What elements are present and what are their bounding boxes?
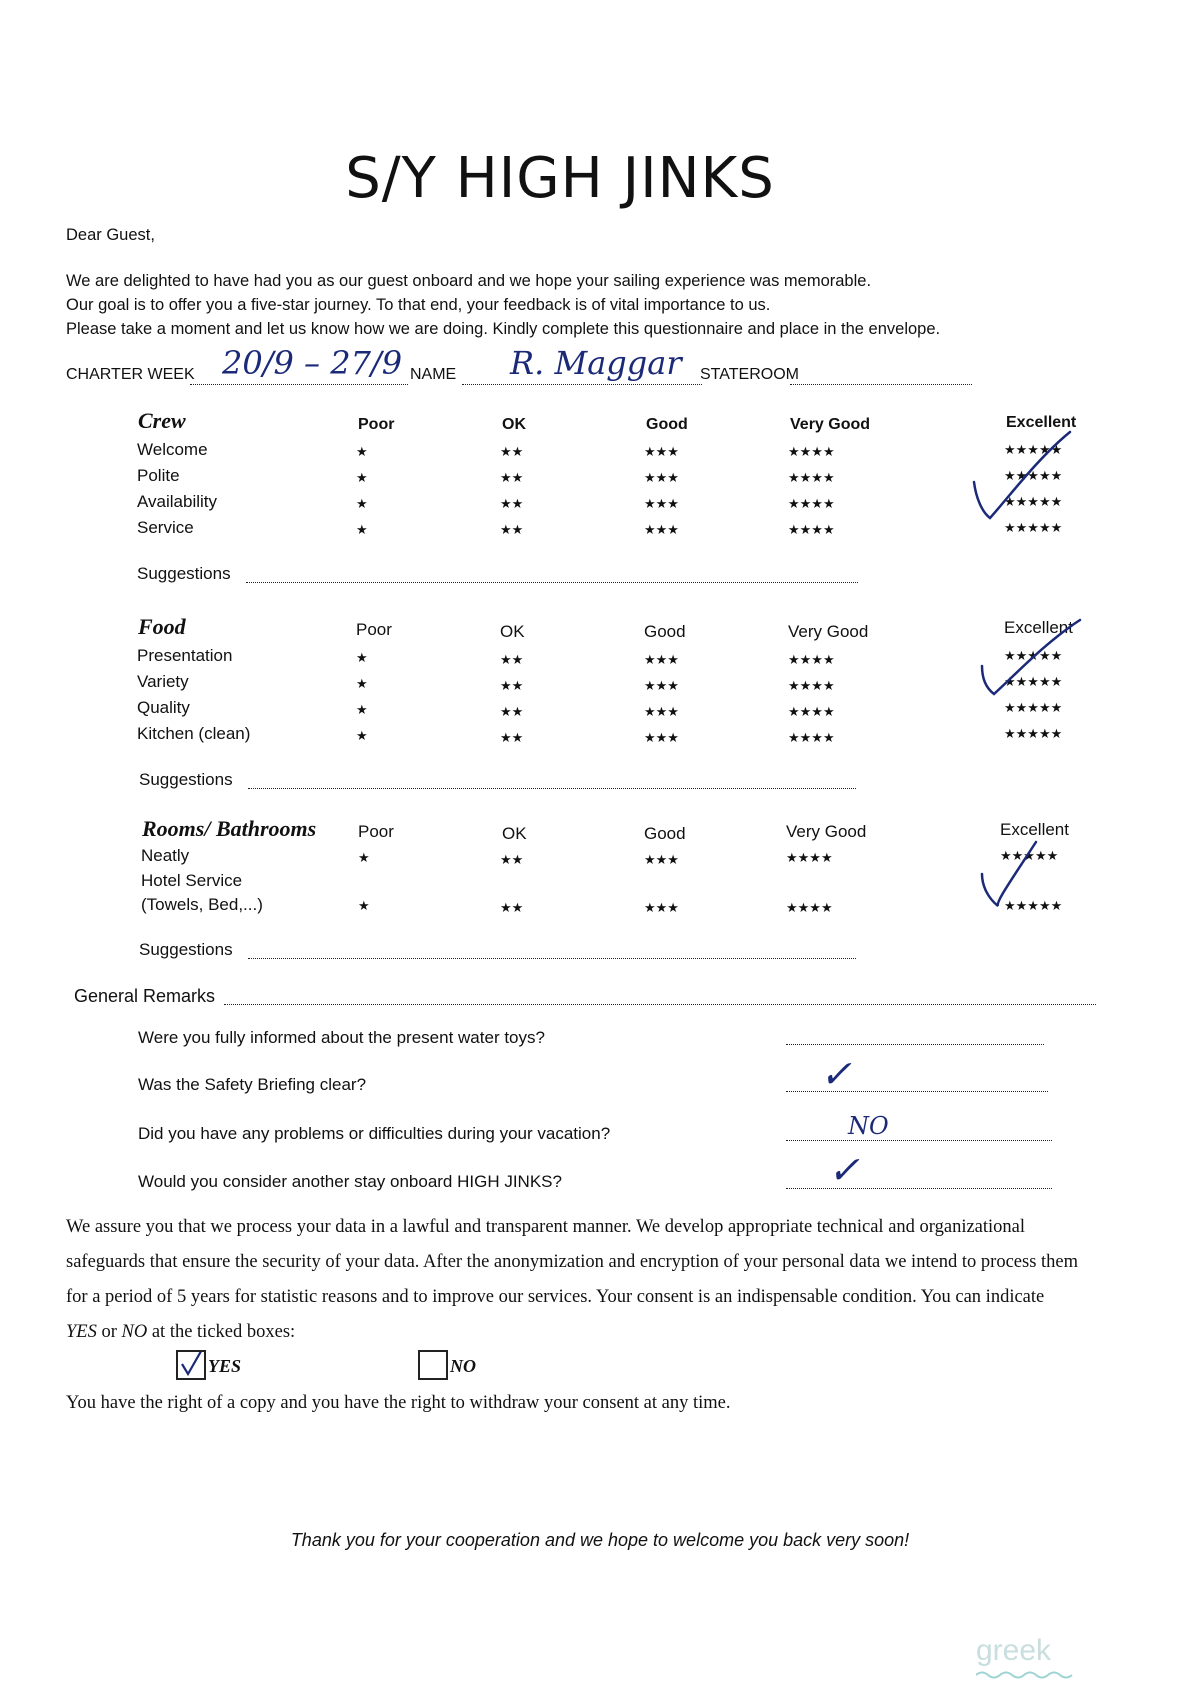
check-mark-icon — [968, 428, 1078, 528]
privacy-ticked-text: at the ticked boxes: — [147, 1322, 296, 1342]
star-1[interactable]: ★ — [356, 444, 368, 459]
charter-week-field-line — [190, 384, 408, 385]
star-1[interactable]: ★ — [356, 702, 368, 717]
row-availability: Availability — [137, 492, 218, 511]
star-4[interactable]: ★★★★ — [788, 496, 835, 511]
consent-yes-checkbox[interactable] — [176, 1350, 206, 1380]
privacy-line-3: for a period of 5 years for statistic reasons and to improve our services. Your consent is an indispensable condition. You can indicate — [66, 1287, 1045, 1307]
star-3[interactable]: ★★★ — [644, 444, 679, 459]
header-poor: Poor — [358, 416, 395, 433]
star-3[interactable]: ★★★ — [644, 470, 679, 485]
answer-safety-briefing[interactable]: ✓ — [820, 1052, 852, 1096]
wave-icon — [976, 1670, 1076, 1680]
privacy-line-1: We assure you that we process your data in a lawful and transparent manner. We develop appropriate technical and organizational — [66, 1217, 1026, 1237]
row-quality: Quality — [137, 698, 190, 717]
header-poor: Poor — [358, 822, 394, 841]
intro-line-2: Our goal is to offer you a five-star journey. To that end, your feedback is of vital importance to us. — [66, 296, 771, 314]
section-title-rooms-bathrooms: Rooms/ Bathrooms — [142, 816, 317, 841]
star-5[interactable]: ★★★★★ — [1004, 468, 1063, 483]
check-mark-icon — [976, 616, 1086, 716]
star-2[interactable]: ★★ — [500, 730, 524, 745]
charter-week-value[interactable]: 20/9 – 27/9 — [222, 344, 403, 382]
row-towels-bed: (Towels, Bed,...) — [141, 895, 263, 914]
star-2[interactable]: ★★ — [500, 470, 524, 485]
star-1[interactable]: ★ — [356, 650, 368, 665]
suggestions-field-crew[interactable] — [246, 582, 858, 583]
header-good: Good — [644, 824, 686, 843]
privacy-no-word: NO — [121, 1322, 148, 1342]
document-title: S/Y HIGH JINKS — [345, 146, 775, 211]
intro-line-3: Please take a moment and let us know how we are doing. Kindly complete this questionnaire and place in the envelope. — [66, 320, 941, 338]
star-2[interactable]: ★★ — [500, 678, 524, 693]
suggestions-label: Suggestions — [137, 564, 231, 583]
name-field-line — [462, 384, 702, 385]
star-3[interactable]: ★★★ — [644, 496, 679, 511]
section-title-food: Food — [138, 614, 186, 639]
check-mark-icon — [178, 1352, 204, 1378]
star-2[interactable]: ★★ — [500, 900, 524, 915]
star-1[interactable]: ★ — [356, 496, 368, 511]
star-5[interactable]: ★★★★★ — [1004, 898, 1063, 913]
star-5[interactable]: ★★★★★ — [1000, 848, 1059, 863]
star-3[interactable]: ★★★ — [644, 678, 679, 693]
check-mark-icon — [976, 838, 1076, 918]
stateroom-label: STATEROOM — [700, 366, 799, 383]
suggestions-label: Suggestions — [139, 770, 233, 789]
star-2[interactable]: ★★ — [500, 704, 524, 719]
star-1[interactable]: ★ — [356, 470, 368, 485]
question-another-stay: Would you consider another stay onboard HIGH JINKS? — [138, 1172, 562, 1191]
star-3[interactable]: ★★★ — [644, 704, 679, 719]
star-3[interactable]: ★★★ — [644, 852, 679, 867]
privacy-yes-word: YES — [66, 1322, 97, 1342]
header-excellent: Excellent — [1004, 618, 1073, 637]
stateroom-field-line — [790, 384, 972, 385]
star-5[interactable]: ★★★★★ — [1004, 700, 1063, 715]
header-excellent: Excellent — [1000, 820, 1069, 839]
star-2[interactable]: ★★ — [500, 852, 524, 867]
star-3[interactable]: ★★★ — [644, 652, 679, 667]
star-5[interactable]: ★★★★★ — [1004, 726, 1063, 741]
header-very-good: Very Good — [786, 822, 867, 841]
name-value[interactable]: R. Maggar — [510, 344, 682, 382]
general-remarks-field[interactable] — [224, 1004, 1096, 1005]
star-1[interactable]: ★ — [358, 898, 370, 913]
question-problems: Did you have any problems or difficulties during your vacation? — [138, 1124, 611, 1143]
suggestions-label: Suggestions — [139, 940, 233, 959]
row-presentation: Presentation — [137, 646, 233, 665]
star-2[interactable]: ★★ — [500, 652, 524, 667]
star-3[interactable]: ★★★ — [644, 730, 679, 745]
header-excellent: Excellent — [1006, 414, 1077, 431]
answer-problems[interactable]: NO — [848, 1112, 889, 1140]
section-title-crew: Crew — [138, 408, 186, 433]
star-4[interactable]: ★★★★ — [786, 900, 833, 915]
answer-field-another-stay[interactable] — [786, 1188, 1052, 1189]
row-polite: Polite — [137, 466, 180, 485]
star-1[interactable]: ★ — [356, 676, 368, 691]
charter-week-label: CHARTER WEEK — [66, 366, 195, 383]
header-ok: OK — [502, 824, 527, 843]
row-neatly: Neatly — [141, 846, 190, 865]
star-4[interactable]: ★★★★ — [788, 730, 835, 745]
header-ok: OK — [500, 622, 525, 641]
answer-another-stay[interactable]: ✓ — [828, 1148, 860, 1192]
star-1[interactable]: ★ — [356, 522, 368, 537]
star-4[interactable]: ★★★★ — [788, 704, 835, 719]
star-4[interactable]: ★★★★ — [788, 652, 835, 667]
star-5[interactable]: ★★★★★ — [1004, 674, 1063, 689]
header-ok: OK — [502, 416, 526, 433]
watermark: greek — [976, 1634, 1052, 1667]
star-3[interactable]: ★★★ — [644, 522, 679, 537]
star-3[interactable]: ★★★ — [644, 900, 679, 915]
star-2[interactable]: ★★ — [500, 444, 524, 459]
row-service: Service — [137, 518, 194, 537]
question-safety-briefing: Was the Safety Briefing clear? — [138, 1075, 367, 1094]
star-2[interactable]: ★★ — [500, 496, 524, 511]
star-5[interactable]: ★★★★★ — [1004, 494, 1063, 509]
star-5[interactable]: ★★★★★ — [1004, 520, 1063, 535]
header-very-good: Very Good — [788, 622, 869, 641]
suggestions-field-food[interactable] — [248, 788, 856, 789]
row-welcome: Welcome — [137, 440, 208, 459]
privacy-line-4 — [66, 1315, 295, 1349]
consent-no-checkbox[interactable] — [418, 1350, 448, 1380]
star-1[interactable]: ★ — [358, 850, 370, 865]
greeting: Dear Guest, — [66, 226, 155, 244]
star-4[interactable]: ★★★★ — [786, 850, 833, 865]
star-4[interactable]: ★★★★ — [788, 444, 835, 459]
star-4[interactable]: ★★★★ — [788, 678, 835, 693]
star-4[interactable]: ★★★★ — [788, 522, 835, 537]
privacy-or-word: or — [96, 1322, 122, 1342]
privacy-line-2: safeguards that ensure the security of your data. After the anonymization and encryption of your personal data we intend to process them — [66, 1252, 1079, 1272]
rights-text: You have the right of a copy and you have the right to withdraw your consent at any time. — [66, 1393, 731, 1413]
question-water-toys: Were you fully informed about the present water toys? — [138, 1028, 545, 1047]
thank-you-message: Thank you for your cooperation and we hope to welcome you back very soon! — [290, 1530, 910, 1550]
star-5[interactable]: ★★★★★ — [1004, 648, 1063, 663]
general-remarks-label: General Remarks — [74, 986, 216, 1006]
row-hotel-service: Hotel Service — [141, 871, 243, 890]
answer-field-problems[interactable] — [786, 1140, 1052, 1141]
star-2[interactable]: ★★ — [500, 522, 524, 537]
consent-yes-label: YES — [208, 1356, 242, 1376]
row-variety: Variety — [137, 672, 189, 691]
header-very-good: Very Good — [790, 416, 871, 433]
answer-field-water-toys[interactable] — [786, 1044, 1044, 1045]
intro-line-1: We are delighted to have had you as our guest onboard and we hope your sailing experience was memorable. — [66, 272, 872, 290]
star-1[interactable]: ★ — [356, 728, 368, 743]
suggestions-field-rooms[interactable] — [248, 958, 856, 959]
row-kitchen-clean: Kitchen (clean) — [137, 724, 251, 743]
header-good: Good — [644, 622, 686, 641]
star-5[interactable]: ★★★★★ — [1004, 442, 1063, 457]
star-4[interactable]: ★★★★ — [788, 470, 835, 485]
consent-no-label: NO — [450, 1356, 476, 1376]
header-poor: Poor — [356, 620, 392, 639]
header-good: Good — [646, 416, 688, 433]
name-label: NAME — [410, 366, 457, 383]
